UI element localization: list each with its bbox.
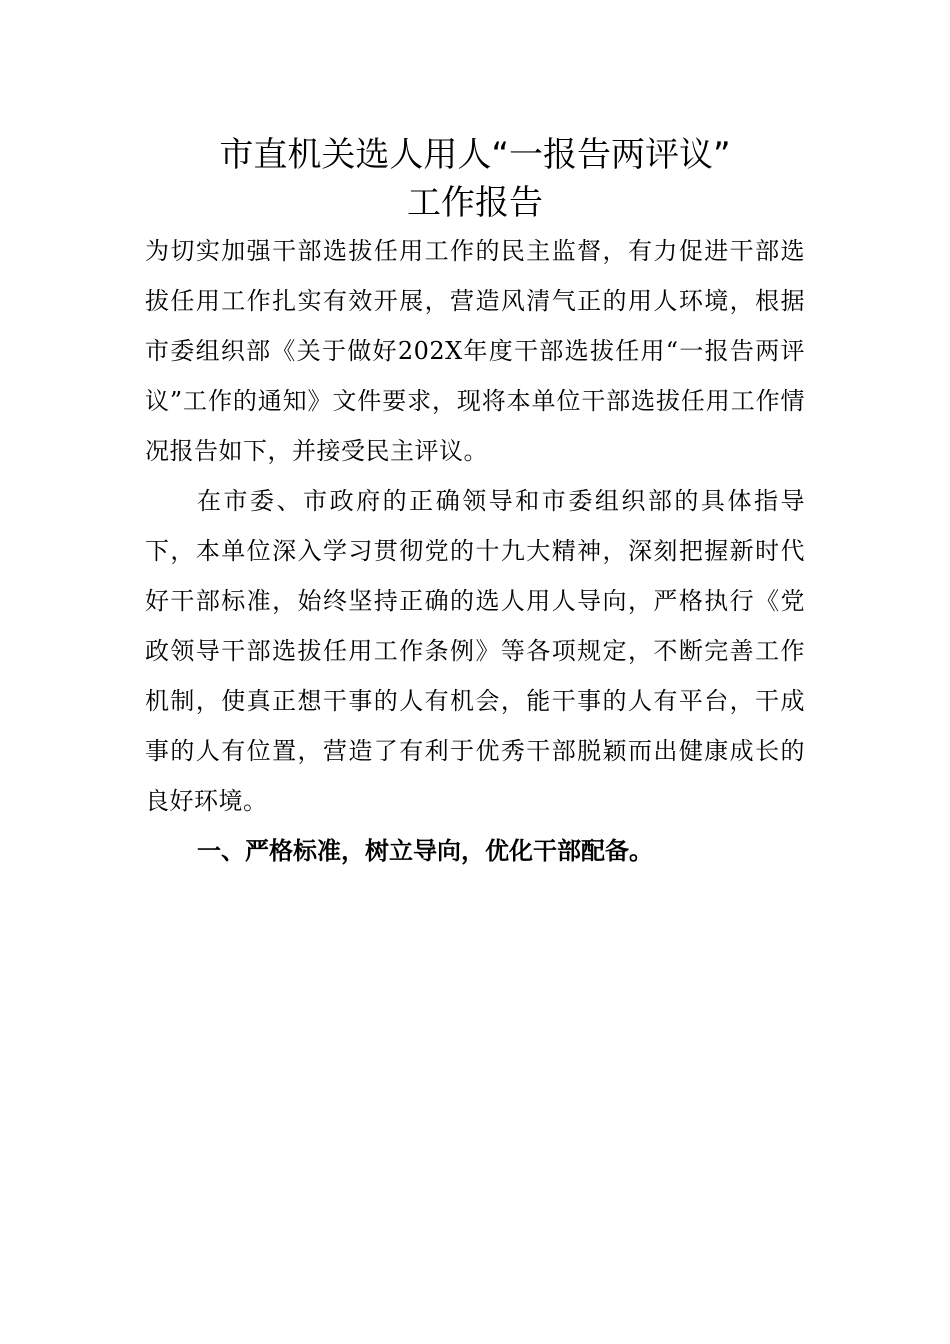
section-heading-1: 一、严格标准，树立导向，优化干部配备。 — [197, 837, 653, 865]
document-title-line1: 市直机关选人用人“一报告两评议” — [219, 135, 731, 175]
paragraph-overview: 在市委、市政府的正确领导和市委组织部的具体指导下，本单位深入学习贯彻党的十九大精神，深刻把握新时代好干部标准，始终坚持正确的选人用人导向，严格执行《党政领导干部选拔任用工作条例》等各项规定，不断完善工作机制，使真正想干事的人有机会，能干事的人有平台，干成事的人有位置，营造了有利于优秀干部脱颖而出健康成长的良好环境。 — [145, 487, 805, 815]
document-title-line2: 工作报告 — [407, 183, 543, 223]
paragraph-intro: 为切实加强干部选拔任用工作的民主监督，有力促进干部选拔任用工作扎实有效开展，营造风清气正的用人环境，根据市委组织部《关于做好202X年度干部选拔任用“一报告两评议”工作的通知》文件要求，现将本单位干部选拔任用工作情况报告如下，并接受民主评议。 — [145, 237, 805, 465]
